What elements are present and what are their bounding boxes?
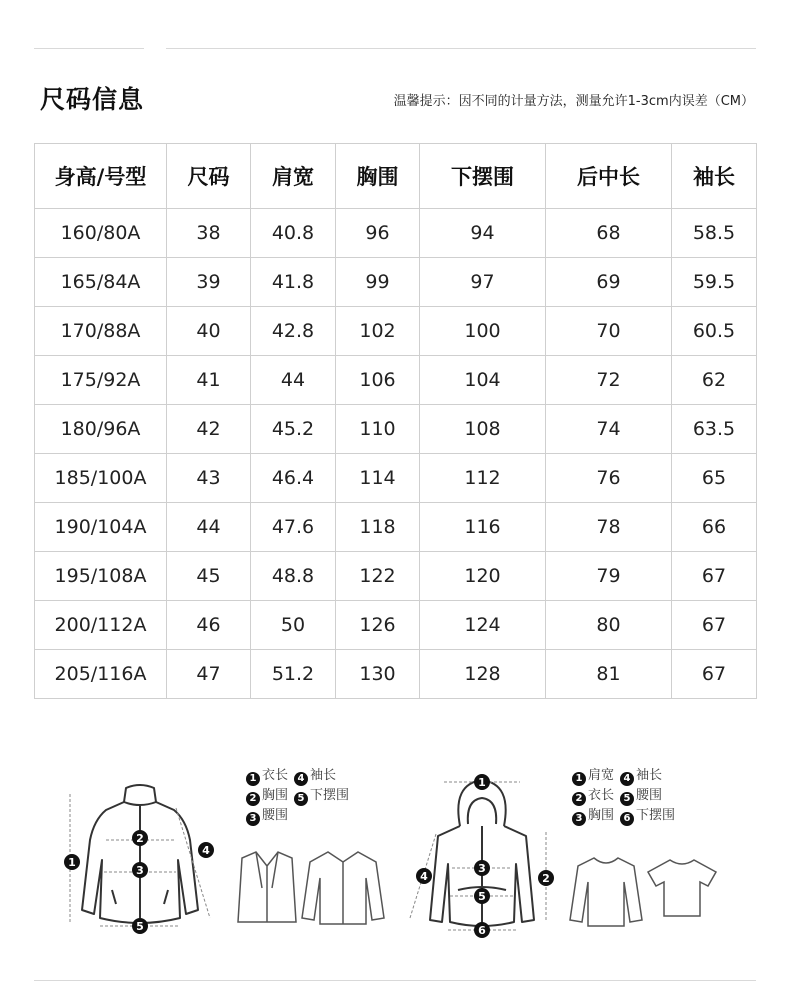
table-cell: 130 [336,650,420,699]
table-cell: 106 [336,356,420,405]
size-table [34,143,757,699]
table-cell: 67 [672,552,757,601]
sweater-sketch [568,854,644,930]
column-header: 肩宽 [251,144,336,209]
table-row [35,356,757,405]
svg-text:2: 2 [136,832,144,845]
svg-text:2: 2 [542,872,550,885]
marker-5 [132,918,148,934]
table-cell: 41.8 [251,258,336,307]
table-cell: 39 [167,258,251,307]
table-row [35,258,757,307]
column-header: 袖长 [672,144,757,209]
legend-label: 胸围 [262,788,289,803]
legend-label: 下摆围 [310,788,350,803]
table-cell: 74 [546,405,672,454]
marker-2 [132,830,148,846]
table-cell: 116 [420,503,546,552]
svg-text:3: 3 [136,864,144,877]
table-cell: 42.8 [251,307,336,356]
hoodie-diagram [408,772,558,940]
legend-label: 肩宽 [588,768,615,783]
hoodie-outline [430,780,534,926]
table-row [35,209,757,258]
table-cell: 114 [336,454,420,503]
table-cell: 190/104A [35,503,167,552]
column-header: 后中长 [546,144,672,209]
table-row [35,503,757,552]
table-cell: 48.8 [251,552,336,601]
table-cell: 96 [336,209,420,258]
legend-row [246,766,355,786]
legend-right [572,766,681,826]
table-header-row [35,144,757,209]
table-cell: 126 [336,601,420,650]
table-cell: 44 [251,356,336,405]
legend-label: 腰围 [262,808,289,823]
table-cell: 110 [336,405,420,454]
table-cell: 58.5 [672,209,757,258]
legend-row [246,786,355,806]
column-header: 下摆围 [420,144,546,209]
table-row [35,454,757,503]
legend-number: 4 [294,772,308,786]
legend-number: 1 [572,772,586,786]
legend-label: 衣长 [262,768,289,783]
marker-3 [474,860,490,876]
svg-text:5: 5 [136,920,144,933]
legend-item [620,806,675,826]
table-cell: 200/112A [35,601,167,650]
table-cell: 120 [420,552,546,601]
table-cell: 122 [336,552,420,601]
legend-number: 5 [294,792,308,806]
table-cell: 175/92A [35,356,167,405]
table-cell: 62 [672,356,757,405]
table-cell: 50 [251,601,336,650]
table-cell: 65 [672,454,757,503]
table-cell: 78 [546,503,672,552]
blazer-sketch [236,848,298,928]
table-cell: 118 [336,503,420,552]
table-cell: 170/88A [35,307,167,356]
legend-label: 衣长 [588,788,615,803]
legend-item [246,786,288,806]
table-row [35,307,757,356]
svg-text:4: 4 [420,870,428,883]
legend-item [572,806,614,826]
svg-text:6: 6 [478,924,486,937]
table-cell: 72 [546,356,672,405]
svg-text:5: 5 [478,890,486,903]
legend-item [294,766,336,786]
marker-4 [416,868,432,884]
marker-2 [538,870,554,886]
top-divider-right [166,48,756,49]
legend-row [572,806,681,826]
table-cell: 185/100A [35,454,167,503]
legend-label: 袖长 [310,768,337,783]
svg-text:1: 1 [478,776,486,789]
table-cell: 42 [167,405,251,454]
table-cell: 67 [672,601,757,650]
table-cell: 124 [420,601,546,650]
table-row [35,650,757,699]
table-row [35,601,757,650]
table-cell: 38 [167,209,251,258]
legend-row [572,766,681,786]
legend-item [572,786,614,806]
legend-left [246,766,355,826]
legend-item [620,766,662,786]
table-cell: 205/116A [35,650,167,699]
table-cell: 44 [167,503,251,552]
table-cell: 40 [167,307,251,356]
table-cell: 60.5 [672,307,757,356]
legend-item [246,766,288,786]
table-body [35,209,757,699]
legend-label: 袖长 [636,768,663,783]
shirt-sketch [300,848,386,928]
table-cell: 59.5 [672,258,757,307]
legend-item [572,766,614,786]
marker-4 [198,842,214,858]
table-cell: 128 [420,650,546,699]
table-cell: 102 [336,307,420,356]
legend-number: 3 [572,812,586,826]
table-cell: 43 [167,454,251,503]
tshirt-sketch [646,856,718,920]
table-cell: 99 [336,258,420,307]
legend-label: 下摆围 [636,808,676,823]
table-cell: 66 [672,503,757,552]
table-cell: 97 [420,258,546,307]
table-cell: 108 [420,405,546,454]
table-cell: 180/96A [35,405,167,454]
legend-label: 腰围 [636,788,663,803]
svg-text:3: 3 [478,862,486,875]
legend-label: 胸围 [588,808,615,823]
marker-1 [64,854,80,870]
column-header: 身高/号型 [35,144,167,209]
table-cell: 47 [167,650,251,699]
table-row [35,552,757,601]
table-cell: 195/108A [35,552,167,601]
jacket-diagram [60,780,220,940]
marker-3 [132,862,148,878]
bottom-divider [34,980,756,981]
table-cell: 160/80A [35,209,167,258]
table-cell: 40.8 [251,209,336,258]
marker-1 [474,774,490,790]
legend-row [246,806,355,826]
table-cell: 94 [420,209,546,258]
table-cell: 46 [167,601,251,650]
svg-text:1: 1 [68,856,76,869]
legend-number: 2 [572,792,586,806]
table-cell: 81 [546,650,672,699]
table-cell: 41 [167,356,251,405]
legend-number: 1 [246,772,260,786]
marker-5 [474,888,490,904]
jacket-outline [82,785,198,923]
legend-number: 5 [620,792,634,806]
svg-text:4: 4 [202,844,210,857]
table-cell: 165/84A [35,258,167,307]
marker-6 [474,922,490,938]
page-title: 尺码信息 [40,85,145,114]
top-divider-left [34,48,144,49]
legend-item [620,786,662,806]
table-cell: 70 [546,307,672,356]
table-cell: 68 [546,209,672,258]
table-cell: 51.2 [251,650,336,699]
legend-number: 2 [246,792,260,806]
legend-number: 6 [620,812,634,826]
table-cell: 45 [167,552,251,601]
table-cell: 104 [420,356,546,405]
legend-item [246,806,288,826]
legend-item [294,786,349,806]
table-cell: 76 [546,454,672,503]
table-cell: 112 [420,454,546,503]
table-cell: 67 [672,650,757,699]
table-cell: 63.5 [672,405,757,454]
legend-row [572,786,681,806]
column-header: 胸围 [336,144,420,209]
table-cell: 79 [546,552,672,601]
table-cell: 45.2 [251,405,336,454]
table-cell: 69 [546,258,672,307]
table-cell: 47.6 [251,503,336,552]
table-cell: 100 [420,307,546,356]
table-cell: 80 [546,601,672,650]
measurement-note: 温馨提示：因不同的计量方法，测量允许1-3cm内误差（CM） [393,94,754,109]
table-cell: 46.4 [251,454,336,503]
table-row [35,405,757,454]
legend-number: 3 [246,812,260,826]
column-header: 尺码 [167,144,251,209]
legend-number: 4 [620,772,634,786]
